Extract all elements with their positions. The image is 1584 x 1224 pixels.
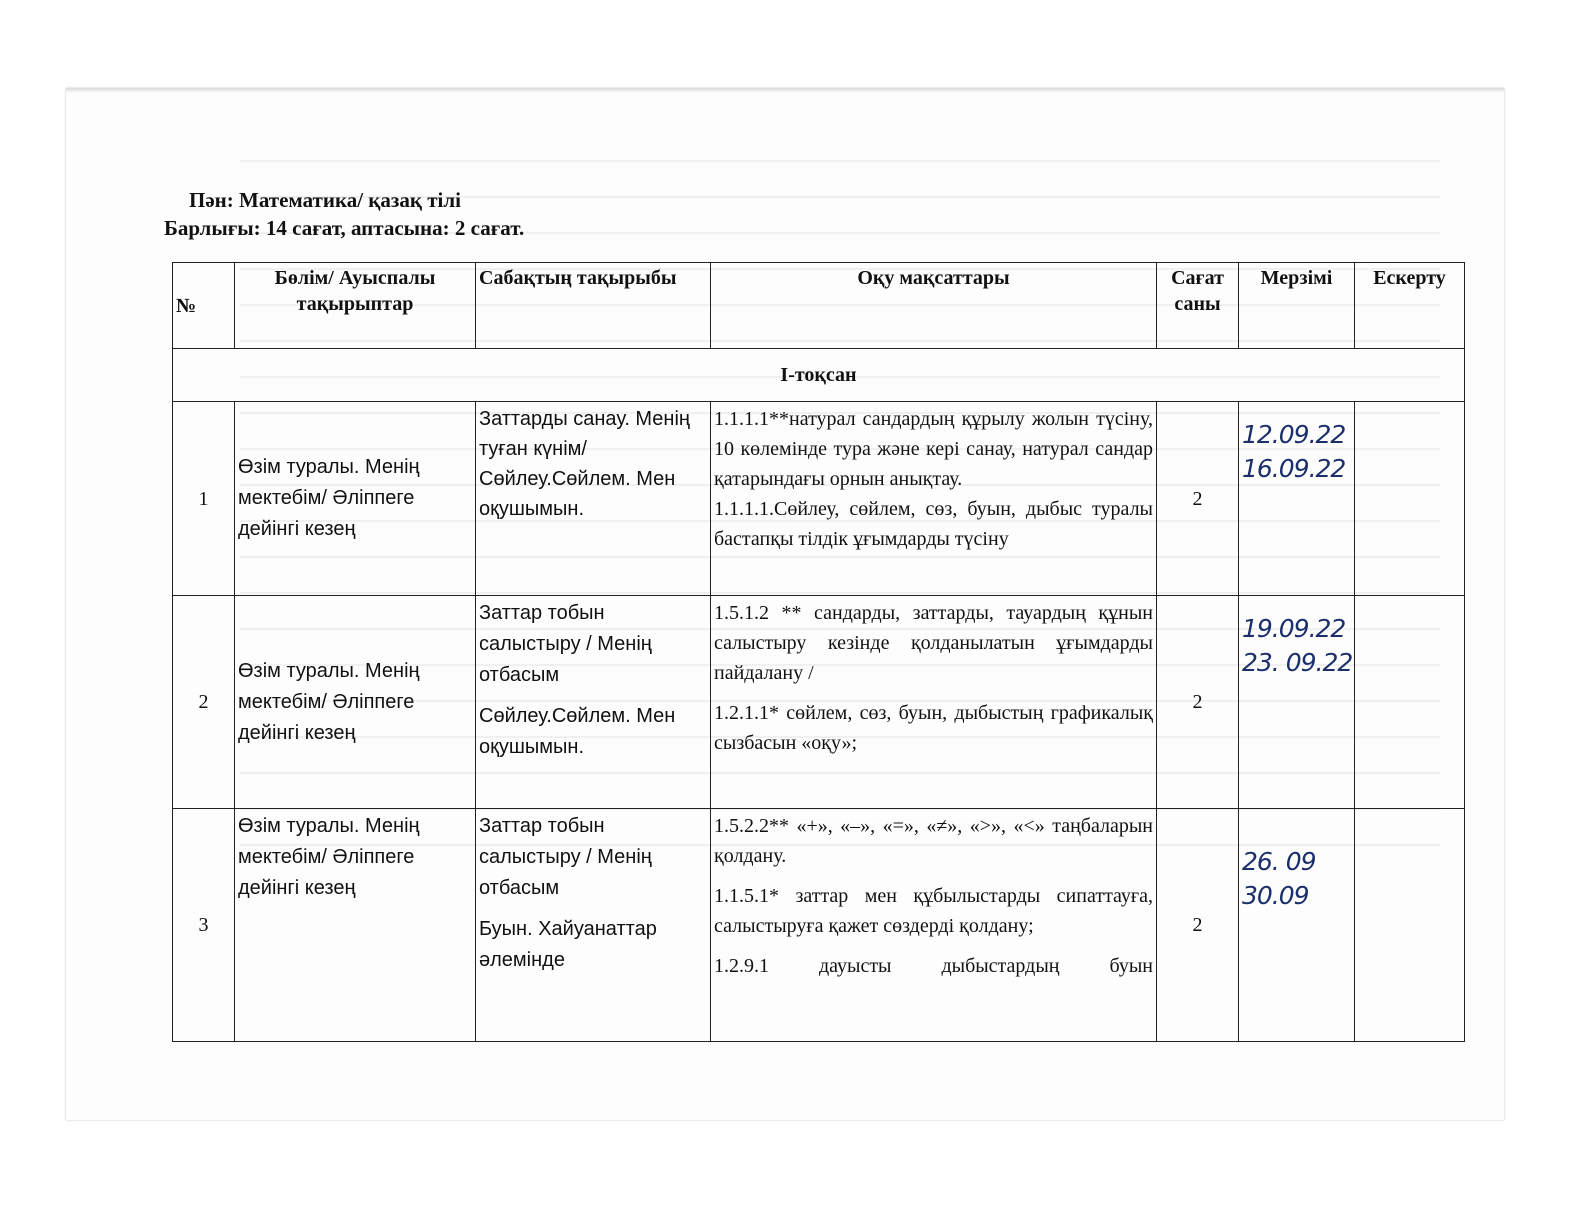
- handwritten-date: 26. 09: [1242, 847, 1316, 876]
- date-cell: [1239, 596, 1355, 809]
- col-header-dates: Мерзімі: [1239, 263, 1355, 349]
- handwritten-date: 12.09.22: [1242, 420, 1346, 449]
- hours-summary-line: Барлығы: 14 сағат, аптасына: 2 сағат.: [164, 216, 525, 240]
- quarter-row: [173, 349, 1465, 402]
- table-row: [173, 402, 1465, 596]
- note-cell: [1355, 809, 1465, 1042]
- objective: 1.1.1.1**натурал сандардың құрылу жолын түсіну, 10 көлемінде тура және кері санау, натурал сандар қатарындағы орнын анықтау.: [714, 408, 1153, 490]
- learning-objectives: [711, 596, 1157, 809]
- objective: 1.1.1.1.Сөйлеу, сөйлем, сөз, буын, дыбыс туралы бастапқы тілдік ұғымдарды түсіну: [714, 498, 1153, 550]
- paper-edge: [66, 88, 1504, 93]
- col-header-hours: Сағат саны: [1157, 263, 1239, 349]
- lesson-topic: [476, 596, 711, 809]
- col-header-number: №: [173, 263, 235, 349]
- table-header-row: [173, 263, 1465, 349]
- date-cell: [1239, 809, 1355, 1042]
- col-header-objectives: Оқу мақсаттары: [711, 263, 1157, 349]
- section-topic: Өзім туралы. Менің мектебім/ Әліппеге дейінгі кезең: [235, 809, 476, 1042]
- objective: 1.1.5.1* заттар мен құбылыстарды сипаттауға, салыстыруға қажет сөздерді қолдану;: [714, 885, 1153, 937]
- col-header-section: Бөлім/ Ауыспалы тақырыптар: [235, 263, 476, 349]
- section-topic: Өзім туралы. Менің мектебім/ Әліппеге дейінгі кезең: [235, 596, 476, 809]
- handwritten-date: 16.09.22: [1242, 454, 1346, 483]
- lesson-line: Заттарды санау. Менің туған күнім/ Сөйлеу.Сөйлем. Мен оқушымын.: [479, 408, 690, 520]
- handwritten-date: 30.09: [1242, 881, 1309, 910]
- row-number: 2: [173, 596, 235, 809]
- subject-line: Пән: Математика/ қазақ тілі: [189, 188, 461, 212]
- lesson-topic: [476, 402, 711, 596]
- col-header-lesson: Сабақтың тақырыбы: [476, 263, 711, 349]
- objective: 1.2.1.1* сөйлем, сөз, буын, дыбыстың графикалық сызбасын «оқу»;: [714, 702, 1153, 754]
- lesson-line: Сөйлеу.Сөйлем. Мен оқушымын.: [479, 705, 676, 758]
- hours-count: 2: [1157, 809, 1239, 1042]
- curriculum-table: [172, 262, 1465, 1042]
- row-number: 1: [173, 402, 235, 596]
- note-cell: [1355, 402, 1465, 596]
- lesson-line: Заттар тобын салыстыру / Менің отбасым: [479, 602, 652, 686]
- hours-count: 2: [1157, 596, 1239, 809]
- table-row: [173, 809, 1465, 1042]
- handwritten-date: 23. 09.22: [1242, 648, 1353, 677]
- objective: 1.5.1.2 ** сандарды, заттарды, тауардың құнын салыстыру кезінде қолданылатын ұғымдарды пайдалану /: [714, 602, 1153, 684]
- hours-count: 2: [1157, 402, 1239, 596]
- col-header-note: Ескерту: [1355, 263, 1465, 349]
- lesson-line: Буын. Хайуанаттар әлемінде: [479, 918, 657, 971]
- row-number: 3: [173, 809, 235, 1042]
- handwritten-date: 19.09.22: [1242, 614, 1346, 643]
- lesson-topic: [476, 809, 711, 1042]
- lesson-line: Заттар тобын салыстыру / Менің отбасым: [479, 815, 652, 899]
- table-row: [173, 596, 1465, 809]
- objective: 1.5.2.2** «+», «–», «=», «≠», «>», «<» таңбаларын қолдану.: [714, 815, 1153, 867]
- learning-objectives: [711, 402, 1157, 596]
- learning-objectives: [711, 809, 1157, 1042]
- date-cell: [1239, 402, 1355, 596]
- quarter-title: І-тоқсан: [173, 349, 1465, 402]
- note-cell: [1355, 596, 1465, 809]
- section-topic: Өзім туралы. Менің мектебім/ Әліппеге дейінгі кезең: [235, 402, 476, 596]
- objective: 1.2.9.1 дауысты дыбыстардың буын: [714, 955, 1153, 977]
